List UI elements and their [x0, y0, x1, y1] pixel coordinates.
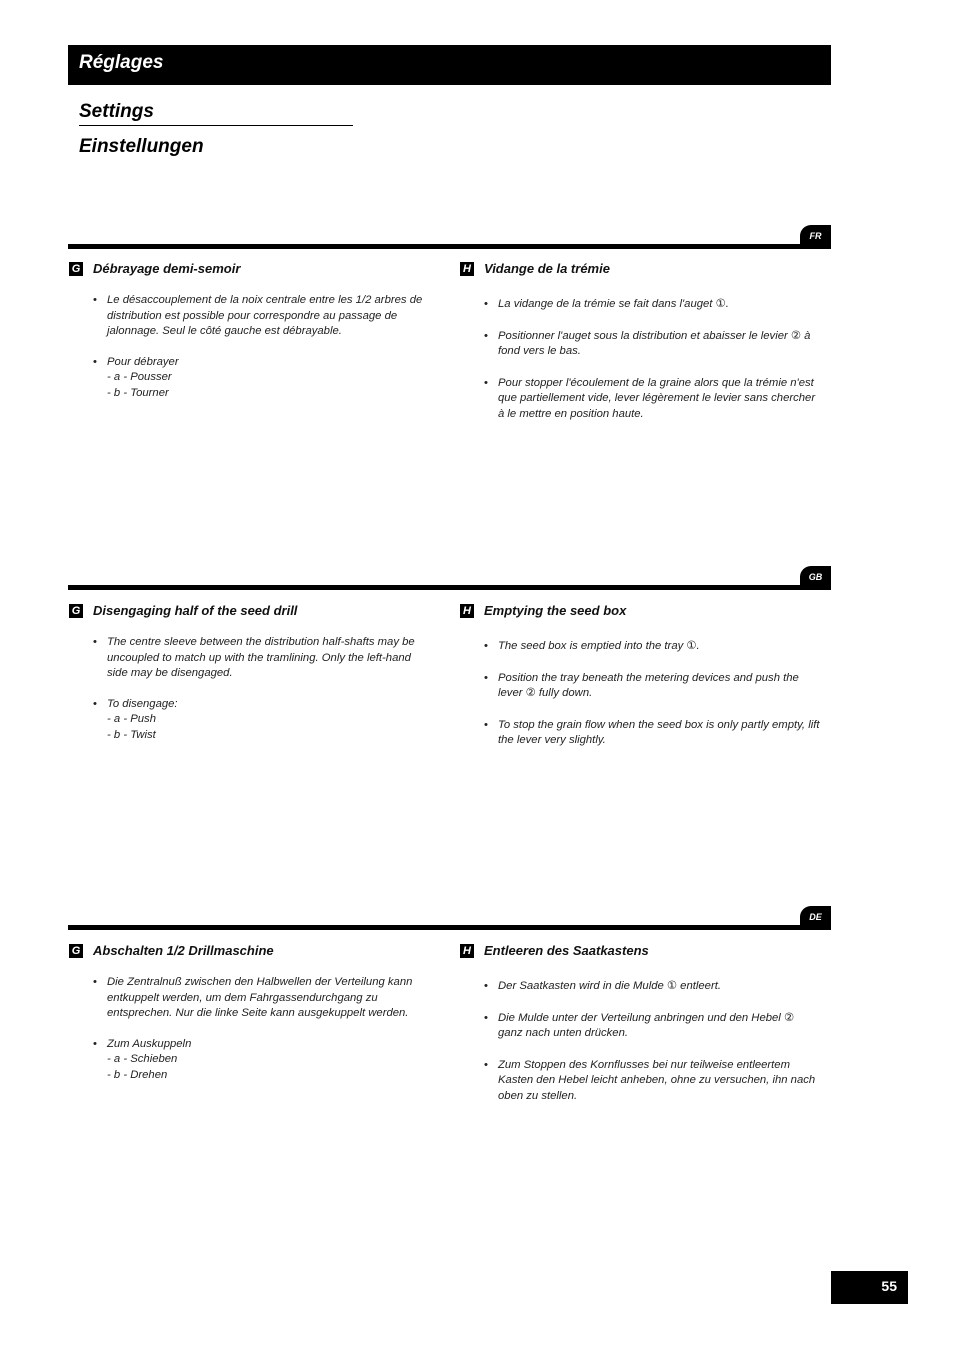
column-h: [460, 943, 820, 1105]
section-gb: [0, 566, 954, 896]
sub-step: - a - Schieben: [107, 1053, 178, 1066]
subtitle-english: Settings: [79, 101, 154, 122]
page-number: 55: [831, 1271, 908, 1304]
column-title: Emptying the seed box: [484, 603, 627, 618]
list-item: • Die Mulde unter der Verteilung anbringen und den Hebel ② ganz nach unten drücken.: [484, 1011, 820, 1042]
section-divider: [68, 244, 831, 249]
section-de: [0, 906, 954, 1236]
column-heading: [69, 603, 429, 623]
column-h: [460, 603, 820, 749]
subtitle-divider: [79, 125, 353, 126]
column-title: Vidange de la trémie: [484, 261, 610, 276]
letter-box: G: [69, 604, 83, 618]
bullet-list: [484, 979, 820, 1105]
sub-step: - b - Twist: [107, 728, 156, 741]
section-divider: [68, 925, 831, 930]
bullet-list: [93, 293, 429, 402]
column-title: Disengaging half of the seed drill: [93, 603, 298, 618]
list-item: • The centre sleeve between the distribution half-shafts may be uncoupled to match up with the tramlining. Only the left-hand side may be disengaged.: [93, 635, 429, 682]
column-heading: [460, 943, 820, 963]
list-item: • Positionner l'auget sous la distribution et abaisser le levier ② à fond vers le bas.: [484, 329, 820, 360]
language-badge: GB: [800, 566, 831, 588]
letter-box: H: [460, 604, 474, 618]
list-item: • To stop the grain flow when the seed box is only partly empty, lift the lever very slightly.: [484, 718, 820, 749]
language-badge: FR: [800, 225, 831, 247]
section-divider: [68, 585, 831, 590]
column-heading: [69, 943, 429, 963]
list-item: • La vidange de la trémie se fait dans l'auget ①.: [484, 297, 820, 313]
language-badge: DE: [800, 906, 831, 928]
column-g: [69, 943, 429, 1084]
list-item: • Pour débrayer - a - Pousser - b - Tourner: [93, 355, 429, 402]
section-fr: [0, 225, 954, 555]
sub-step: - b - Drehen: [107, 1068, 168, 1081]
page-title: Réglages: [79, 52, 164, 73]
list-item: • Le désaccouplement de la noix centrale entre les 1/2 arbres de distribution est possible pour correspondre au passage de jalonnage. Seul le côté gauche est débrayable.: [93, 293, 429, 340]
sub-step: - a - Pousser: [107, 371, 172, 384]
column-title: Débrayage demi-semoir: [93, 261, 241, 276]
letter-box: G: [69, 262, 83, 276]
bullet-list: [93, 975, 413, 1084]
list-item: • Zum Stoppen des Kornflusses bei nur teilweise entleertem Kasten den Hebel leicht anheben, ohne zu versuchen, ihn nach oben zu stellen.: [484, 1058, 820, 1105]
column-heading: [69, 261, 429, 281]
letter-box: H: [460, 944, 474, 958]
list-item: • To disengage: - a - Push - b - Twist: [93, 697, 429, 744]
subtitle-german: Einstellungen: [79, 136, 204, 157]
list-item: • The seed box is emptied into the tray ①.: [484, 639, 820, 655]
letter-box: G: [69, 944, 83, 958]
list-item: • Zum Auskuppeln - a - Schieben - b - Drehen: [93, 1037, 413, 1084]
sub-step: - b - Tourner: [107, 386, 169, 399]
column-title: Entleeren des Saatkastens: [484, 943, 649, 958]
column-g: [69, 603, 429, 744]
bullet-list: [93, 635, 429, 744]
letter-box: H: [460, 262, 474, 276]
column-h: [460, 261, 820, 423]
list-item: • Pour stopper l'écoulement de la graine alors que la trémie n'est que partiellement vide, lever légèrement le levier sans chercher à le mettre en position haute.: [484, 376, 820, 423]
column-heading: [460, 603, 820, 623]
bullet-list: [484, 639, 820, 749]
list-item: • Position the tray beneath the metering devices and push the lever ② fully down.: [484, 671, 820, 702]
column-title: Abschalten 1/2 Drillmaschine: [93, 943, 274, 958]
column-g: [69, 261, 429, 402]
list-item: • Der Saatkasten wird in die Mulde ① entleert.: [484, 979, 820, 995]
column-heading: [460, 261, 820, 281]
sub-step: - a - Push: [107, 713, 156, 726]
bullet-list: [484, 297, 820, 423]
list-item: • Die Zentralnuß zwischen den Halbwellen der Verteilung kann entkuppelt werden, um dem Fahrgassendurchgang zu entsprechen. Nur die linke Seite kann ausgekuppelt werden.: [93, 975, 413, 1022]
header-bar: [68, 45, 831, 85]
